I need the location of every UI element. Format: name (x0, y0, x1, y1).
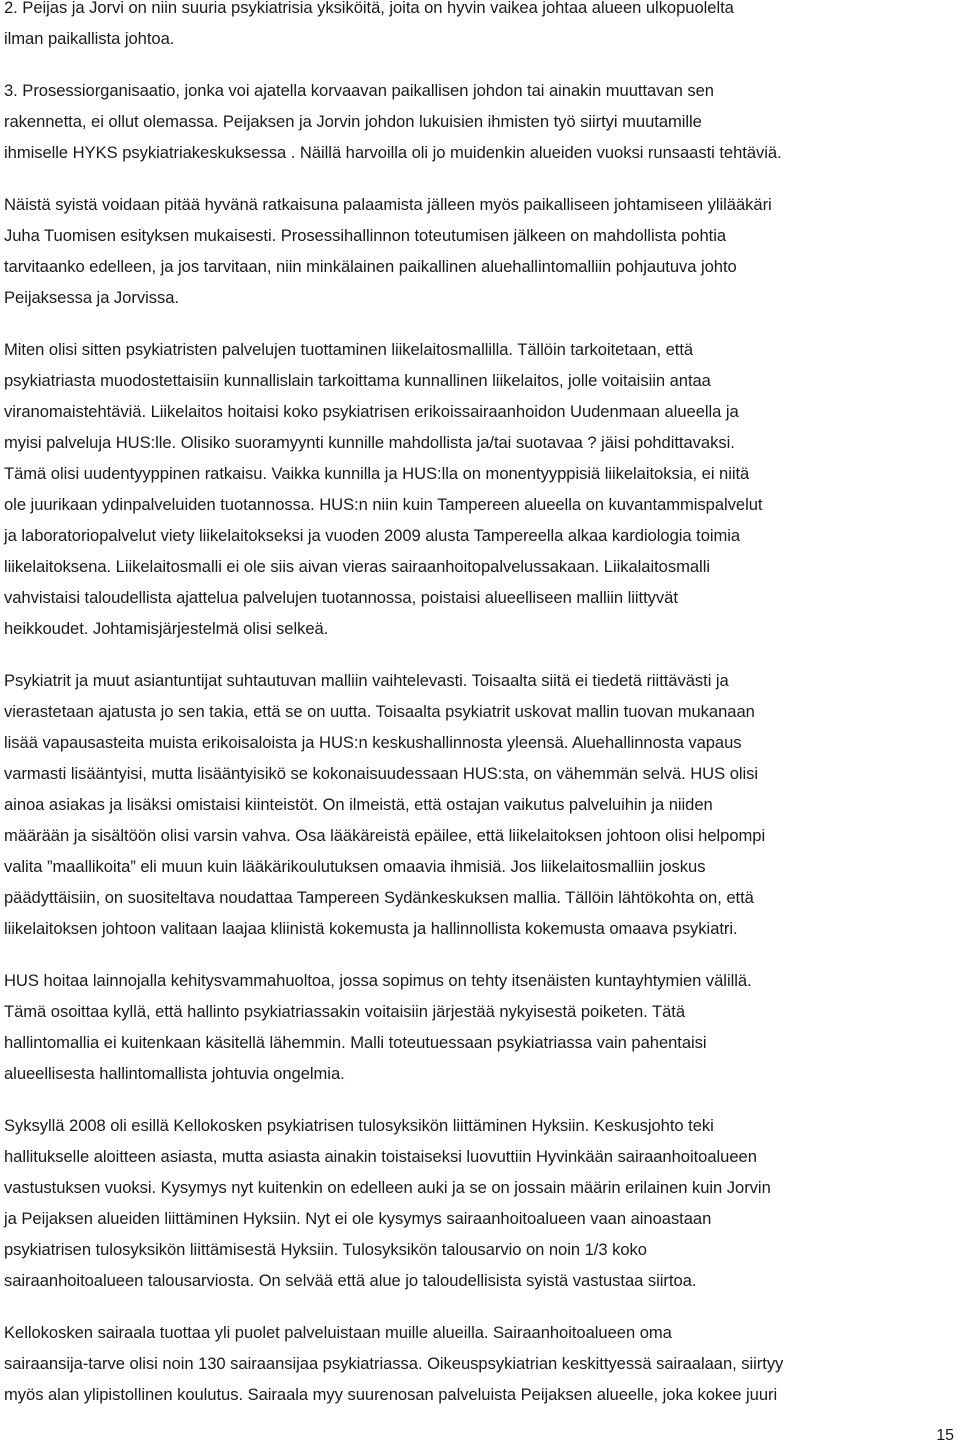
paragraph-4 (4, 334, 956, 644)
text-line: sairaansija-tarve olisi noin 130 sairaansijaa psykiatriassa. Oikeuspsykiatrian keskittyessä sairaalaan, siirtyy (4, 1354, 784, 1373)
text-line: ainoa asiakas ja lisäksi omistaisi kiinteistöt. On ilmeistä, että ostajan vaikutus palveluihin ja niiden (4, 795, 713, 814)
paragraph-6 (4, 965, 956, 1089)
text-line: myös alan ylipistollinen koulutus. Sairaala myy suurenosan palveluista Peijaksen alueelle, joka kokee juuri (4, 1385, 778, 1404)
text-line: hallitukselle aloitteen asiasta, mutta asiasta ainakin toistaiseksi luovuttiin Hyvinkään sairaanhoitoalueen (4, 1147, 757, 1166)
page-number: 15 (936, 1427, 954, 1444)
text-line: Peijaksessa ja Jorvissa. (4, 288, 179, 307)
text-line: liikelaitoksen johtoon valitaan laajaa kliinistä kokemusta ja hallinnollista kokemusta omaava psykiatri. (4, 919, 738, 938)
paragraph-8 (4, 1317, 956, 1410)
text-line: 2. Peijas ja Jorvi on niin suuria psykiatrisia yksiköitä, joita on hyvin vaikea johtaa alueen ulkopuolelta (4, 0, 734, 17)
text-line: ja Peijaksen alueiden liittäminen Hyksiin. Nyt ei ole kysymys sairaanhoitoalueen vaan ainoastaan (4, 1209, 712, 1228)
text-line: sairaanhoitoalueen talousarviosta. On selvää että alue jo taloudellisista syistä vastustaa siirtoa. (4, 1271, 697, 1290)
red-period-mark: . (340, 1064, 345, 1083)
text-line: Juha Tuomisen esityksen mukaisesti. Prosessihallinnon toteutumisen jälkeen on mahdollista pohtia (4, 226, 727, 245)
text-line: Miten olisi sitten psykiatristen palvelujen tuottaminen liikelaitosmallilla. Tällöin tarkoitetaan, että (4, 340, 694, 359)
text-line: hallintomallia ei kuitenkaan käsitellä lähemmin. Malli toteutuessaan psykiatriassa vain pahentaisi (4, 1033, 707, 1052)
text-line: ja laboratoriopalvelut viety liikelaitokseksi ja vuoden 2009 alusta Tampereella alkaa kardiologia toimia (4, 526, 741, 545)
text-line: valita ”maallikoita” eli muun kuin lääkärikoulutuksen omaavia ihmisiä. Jos liikelaitosmalliin joskus (4, 857, 706, 876)
text-line: Psykiatrit ja muut asiantuntijat suhtautuvan malliin vaihtelevasti. Toisaalta siitä ei tiedetä riittävästi ja (4, 671, 729, 690)
text-line: alueellisesta hallintomallista johtuvia ongelmia (4, 1064, 341, 1083)
text-line: heikkoudet. Johtamisjärjestelmä olisi selkeä. (4, 619, 329, 638)
text-line: ilman paikallista johtoa. (4, 29, 175, 48)
text-line: vierastetaan ajatusta jo sen takia, että se on uutta. Toisaalta psykiatrit uskovat mallin tuovan mukanaan (4, 702, 755, 721)
paragraph-2 (4, 75, 956, 168)
text-line: rakennetta, ei ollut olemassa. Peijaksen ja Jorvin johdon lukuisien ihmisten työ siirtyi muutamille (4, 112, 702, 131)
text-line: määrään ja sisältöön olisi varsin vahva. Osa lääkäreistä epäilee, että liikelaitoksen johtoon olisi helpompi (4, 826, 766, 845)
text-line: lisää vapausasteita muista erikoisaloista ja HUS:n keskushallinnosta yleensä. Aluehallinnosta vapaus (4, 733, 742, 752)
text-line: psykiatriasta muodostettaisiin kunnallislain tarkoittama kunnallinen liikelaitos, jolle voitaisiin antaa (4, 371, 711, 390)
paragraph-7 (4, 1110, 956, 1296)
text-line: tarvitaanko edelleen, ja jos tarvitaan, niin minkälainen paikallinen aluehallintomalliin pohjautuva johto (4, 257, 737, 276)
text-line: Tämä osoittaa kyllä, että hallinto psykiatriassakin voitaisiin järjestää nykyisestä poiketen. Tätä (4, 1002, 686, 1021)
text-line: ihmiselle HYKS psykiatriakeskuksessa . Näillä harvoilla oli jo muidenkin alueiden vuoksi runsaasti tehtäviä. (4, 143, 782, 162)
text-line: Kellokosken sairaala tuottaa yli puolet palveluistaan muille alueilla. Sairaanhoitoalueen oma (4, 1323, 672, 1342)
text-line: psykiatrisen tulosyksikön liittämisestä Hyksiin. Tulosyksikön talousarvio on noin 1/3 koko (4, 1240, 647, 1259)
text-line: päädyttäisiin, on suositeltava noudattaa Tampereen Sydänkeskuksen mallia. Tällöin lähtökohta on, että (4, 888, 754, 907)
text-line: Näistä syistä voidaan pitää hyvänä ratkaisuna palaamista jälleen myös paikalliseen johtamiseen ylilääkäri (4, 195, 772, 214)
text-line: varmasti lisääntyisi, mutta lisääntyisikö se kokonaisuudessaan HUS:sta, on vähemmän selvä. HUS olisi (4, 764, 759, 783)
text-line: HUS hoitaa lainnojalla kehitysvammahuoltoa, jossa sopimus on tehty itsenäisten kuntayhtymien välillä. (4, 971, 752, 990)
text-line: Tämä olisi uudentyyppinen ratkaisu. Vaikka kunnilla ja HUS:lla on monentyyppisiä liikelaitoksia, ei niitä (4, 464, 750, 483)
paragraph-3 (4, 189, 956, 313)
text-line: liikelaitoksena. Liikelaitosmalli ei ole siis aivan vieras sairaanhoitopalvelussakaan. Liikalaitosmalli (4, 557, 710, 576)
paragraph-1 (4, 0, 956, 54)
text-line: myisi palveluja HUS:lle. Olisiko suoramyynti kunnille mahdollista ja/tai suotavaa ? jäisi pohdittavaksi. (4, 433, 735, 452)
text-line: Syksyllä 2008 oli esillä Kellokosken psykiatrisen tulosyksikön liittäminen Hyksiin. Keskusjohto teki (4, 1116, 714, 1135)
text-line: vahvistaisi taloudellista ajattelua palvelujen tuotannossa, poistaisi alueelliseen malliin liittyvät (4, 588, 678, 607)
paragraph-5 (4, 665, 956, 944)
text-line-with-mark (4, 1058, 956, 1089)
text-line: ole juurikaan ydinpalveluiden tuotannossa. HUS:n niin kuin Tampereen alueella on kuvantammispalvelut (4, 495, 763, 514)
text-line: 3. Prosessiorganisaatio, jonka voi ajatella korvaavan paikallisen johdon tai ainakin muuttavan sen (4, 81, 714, 100)
text-line: vastustuksen vuoksi. Kysymys nyt kuitenkin on edelleen auki ja se on jossain määrin erilainen kuin Jorvin (4, 1178, 771, 1197)
document-body (4, 0, 956, 1410)
text-line: viranomaistehtäviä. Liikelaitos hoitaisi koko psykiatrisen erikoissairaanhoidon Uudenmaan alueella ja (4, 402, 739, 421)
